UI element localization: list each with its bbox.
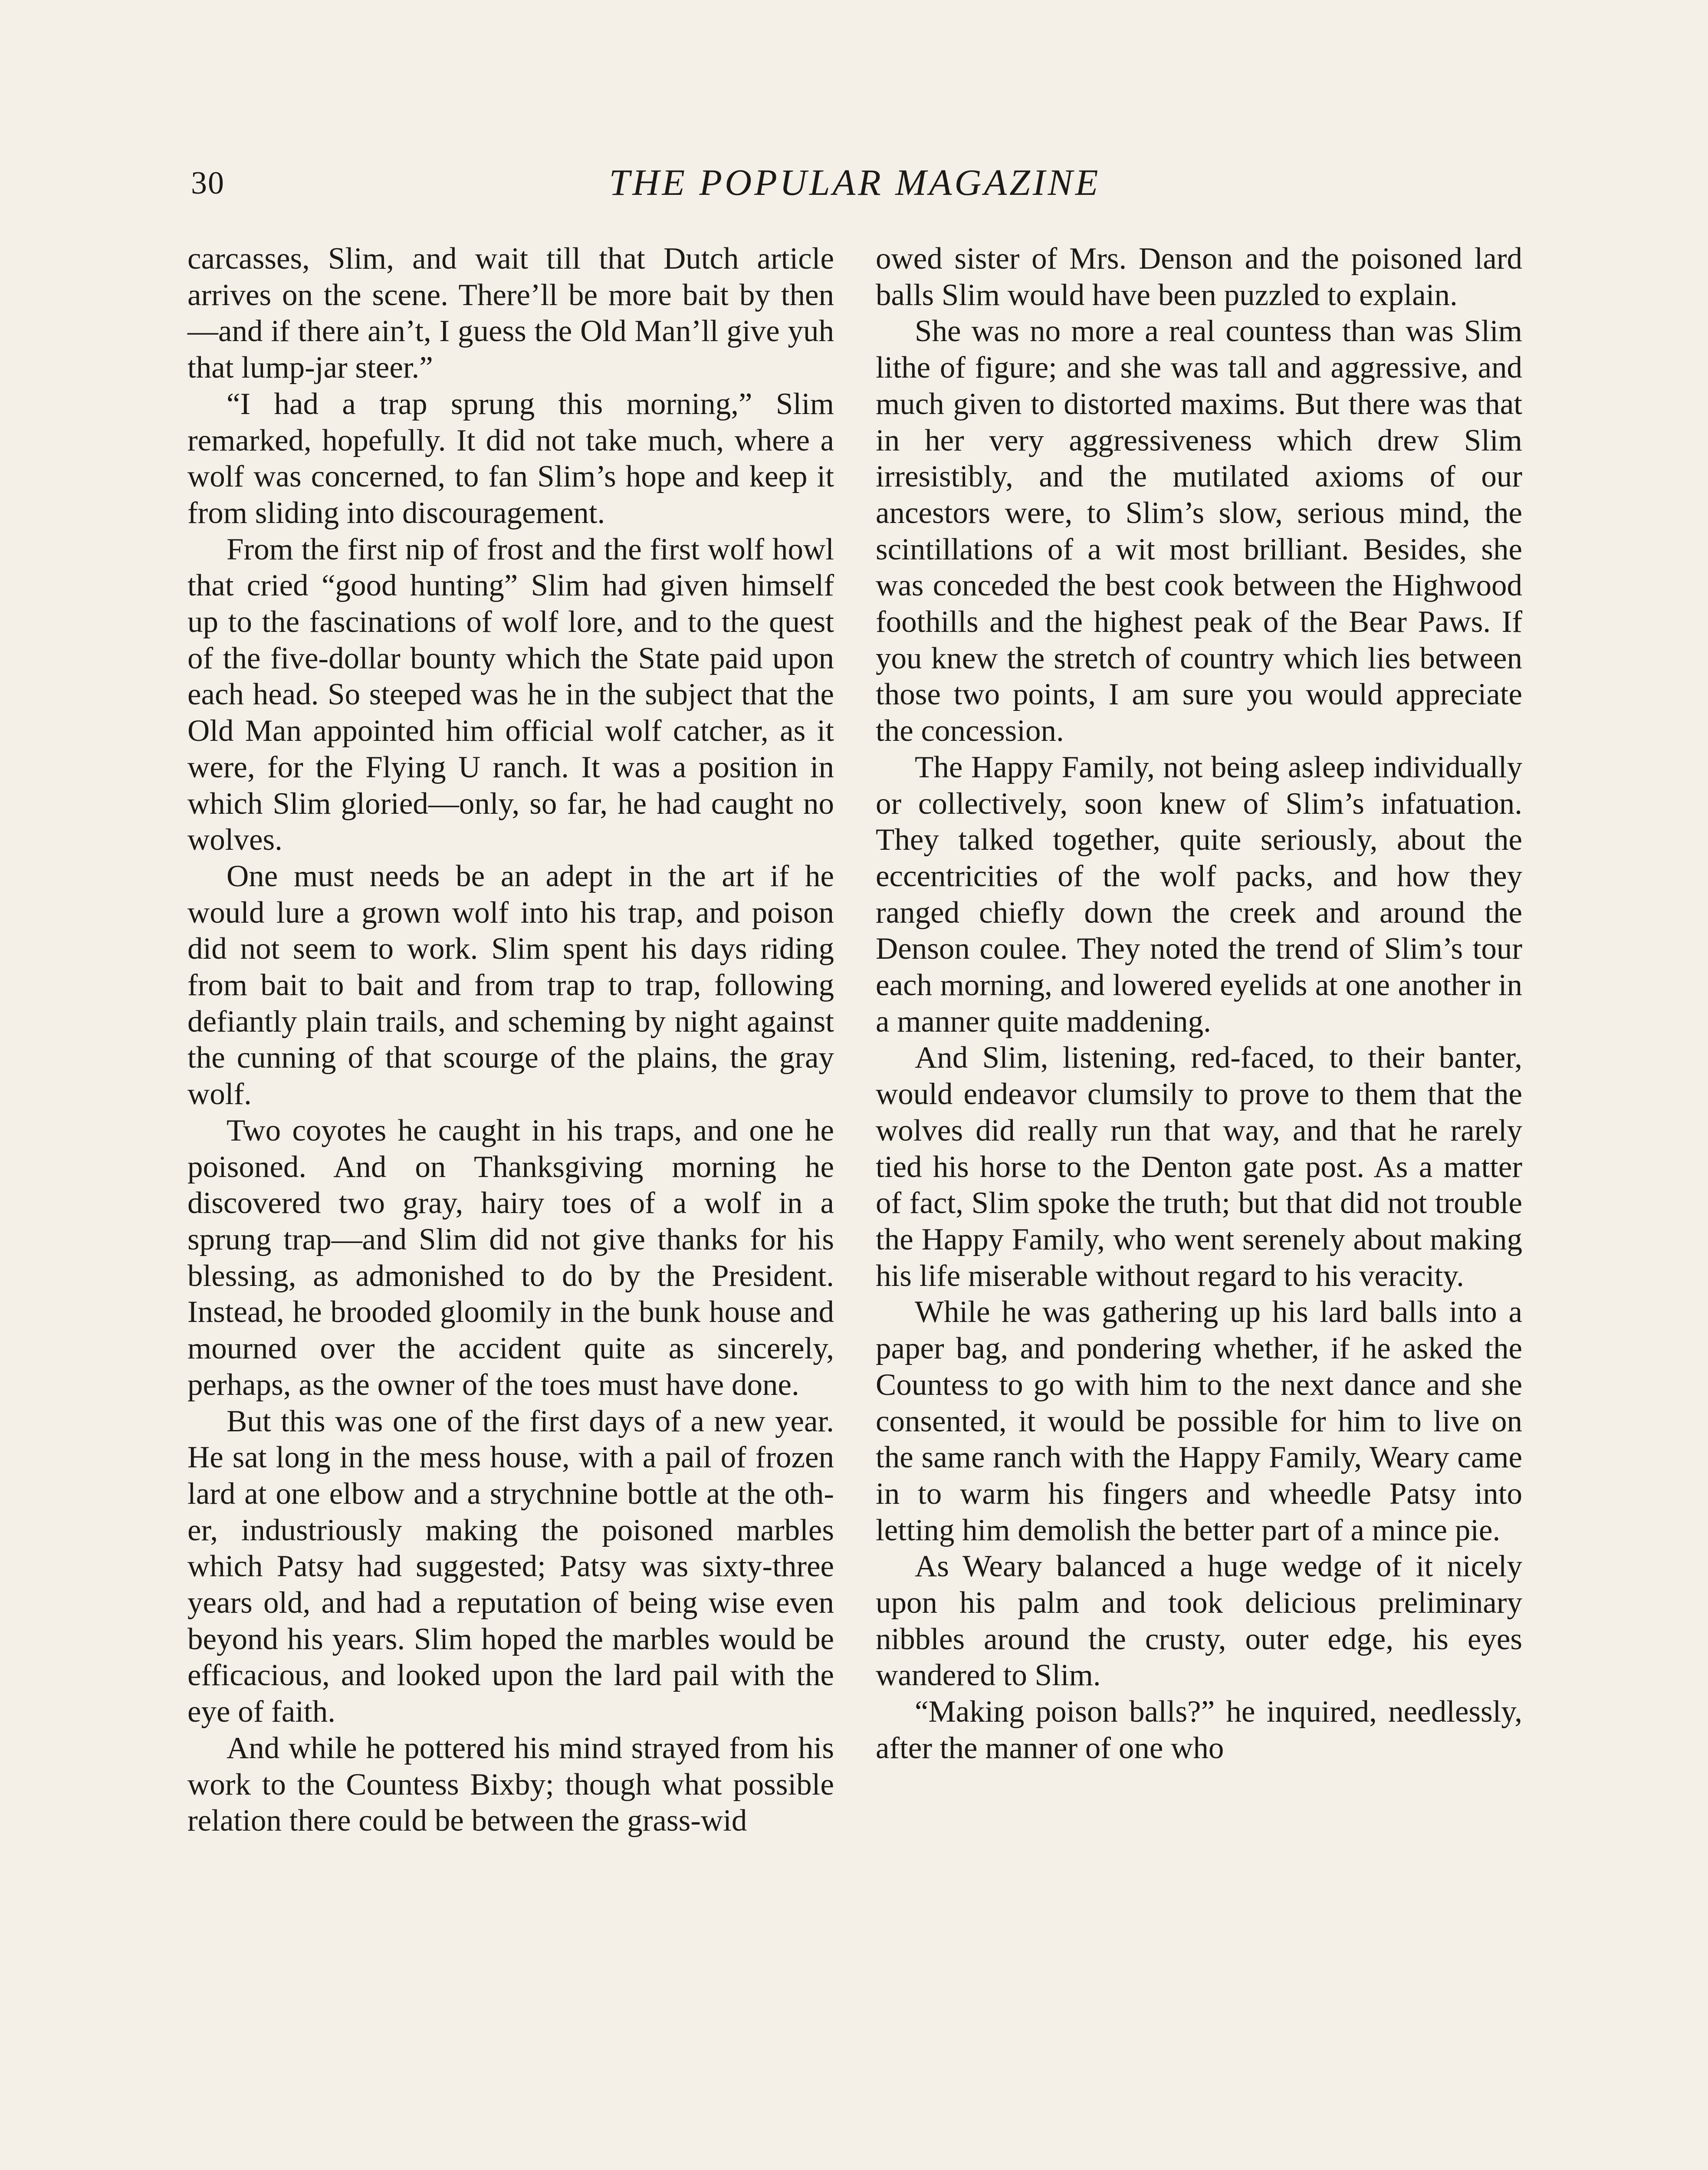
running-title: THE POPULAR MAGAZINE [609, 161, 1101, 203]
paragraph: And while he pottered his mind strayed from his work to the Countess Bixby; though what possible relation there could be between the grass-wid [187, 1731, 834, 1838]
page-number: 30 [191, 165, 225, 201]
paragraph: But this was one of the first days of a new year. He sat long in the mess house, with a pail of frozen lard at one elbow and a strychnine bottle at the other, industriously making the poisoned marbles which Patsy had suggested; Patsy was sixty-three years old, and had a reputation of being wise even beyond his years. Slim hoped the marbles would be efficacious, and looked upon the lard pail with the eye of faith. [187, 1404, 834, 1729]
paragraph: “Making poison balls?” he inquired, needlessly, after the manner of one who [876, 1695, 1522, 1765]
right-column [876, 241, 1522, 1767]
paragraph: From the first nip of frost and the first wolf howl that cried “good hunting” Slim had given himself up to the fascinations of wolf lore, and to the quest of the five-dollar bounty which the State paid upon each head. So steeped was he in the subject that the Old Man appointed him official wolf catcher, as it were, for the Flying U ranch. It was a position in which Slim gloried—only, so far, he had caught no wolves. [187, 532, 834, 857]
paragraph: While he was gathering up his lard balls into a paper bag, and pondering whether, if he asked the Countess to go with him to the next dance and she consented, it would be possible for him to live on the same ranch with the Happy Family, Weary came in to warm his fingers and wheedle Patsy into letting him demolish the better part of a mince pie. [876, 1295, 1522, 1547]
paragraph: carcasses, Slim, and wait till that Dutch article arrives on the scene. There’ll be more bait by then—and if there ain’t, I guess the Old Man’ll give yuh that lump-jar steer.” [187, 242, 834, 385]
paragraph: “I had a trap sprung this morning,” Slim remarked, hopefully. It did not take much, where a wolf was concerned, to fan Slim’s hope and keep it from sliding into discouragement. [187, 387, 834, 530]
paragraph: And Slim, listening, red-faced, to their banter, would endeavor clumsily to prove to them that the wolves did really run that way, and that he rarely tied his horse to the Denton gate post. As a matter of fact, Slim spoke the truth; but that did not trouble the Happy Family, who went serenely about making his life miserable without regard to his veracity. [876, 1041, 1522, 1293]
paragraph: Two coyotes he caught in his traps, and one he poisoned. And on Thanksgiving morning he discovered two gray, hairy toes of a wolf in a sprung trap—and Slim did not give thanks for his blessing, as admonished to do by the President. Instead, he brooded gloomily in the bunk house and mourned over the accident quite as sincerely, perhaps, as the owner of the toes must have done. [187, 1113, 834, 1402]
left-column [187, 241, 834, 1839]
paragraph: owed sister of Mrs. Denson and the poisoned lard balls Slim would have been puzzled to explain. [876, 242, 1522, 312]
paragraph: The Happy Family, not being asleep individually or collectively, soon knew of Slim’s infatuation. They talked together, quite seriously, about the eccentricities of the wolf packs, and how they ranged chiefly down the creek and around the Denson coulee. They noted the trend of Slim’s tour each morning, and lowered eyelids at one another in a manner quite maddening. [876, 750, 1522, 1039]
paragraph: As Weary balanced a huge wedge of it nicely upon his palm and took delicious preliminary nibbles around the crusty, outer edge, his eyes wandered to Slim. [876, 1549, 1522, 1693]
paragraph: One must needs be an adept in the art if he would lure a grown wolf into his trap, and poison did not seem to work. Slim spent his days riding from bait to bait and from trap to trap, following defiantly plain trails, and scheming by night against the cunning of that scourge of the plains, the gray wolf. [187, 859, 834, 1111]
page-header [191, 161, 1519, 221]
paragraph: She was no more a real countess than was Slim lithe of figure; and she was tall and aggressive, and much given to distorted maxims. But there was that in her very aggressiveness which drew Slim irresistibly, and the mutilated axioms of our ancestors were, to Slim’s slow, serious mind, the scintillations of a wit most brilliant. Besides, she was conceded the best cook between the Highwood foothills and the highest peak of the Bear Paws. If you knew the stretch of country which lies between those two points, I am sure you would appreciate the concession. [876, 314, 1522, 748]
